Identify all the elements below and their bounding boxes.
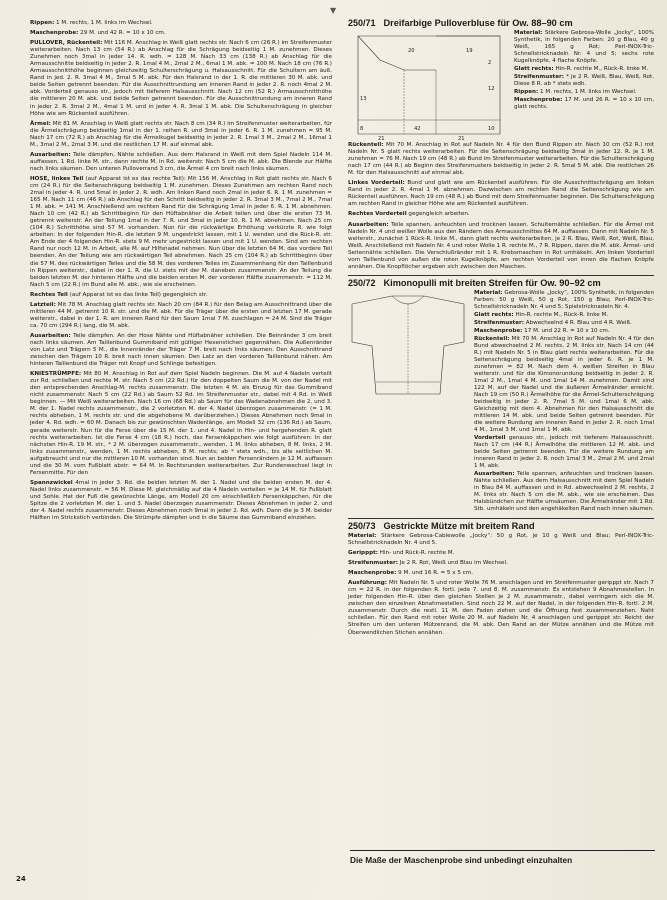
- paragraph-label: Rechtes Teil: [30, 291, 68, 298]
- section-1-top: [348, 30, 654, 142]
- paragraph-text: Mit 80 M. Anschlag in Rot auf dem Spiel Nadeln beginnen. Die M. auf 4 Nadeln verteilt zur Rd. schließen und rechte M. str. Nach 5 cm (22 Rd.) für den doppelten Saum die M. von der Nadel mit den entsprechenden Anschlag-M. rechts zusammenstr. Die letzten 4 M. als Einzug für das Gummiband nicht zusammenstr. Nach 5 cm (22 Rd.) ab Saum 52 Rd. im Streifenmuster str., dabei mit 4 Rd. in Weiß beginnen. — Mit Weiß weiterarbeiten. Nach 16 cm (68 Rd.) ab Saum für das Wadenabnehmen die 2. und 3. M. der 1. Nadel rechts zusammenstr., die 2 vorletzten M. der 4. Nadel überzogen zusammenstr. (= 1 M. rechts abheben, 1 M. rechts str. und die abgehobene M. darüberziehen.) Dieses Abnehmen noch 9mal in jeder 4. Rd. wdh. = 60 M. Danach bis zur gewünschten Wadenlänge, am Modell 32 cm (136 Rd.) ab Saum, gerade weiterstr. Nun für die Ferse über die 15 M. der 1. und 4. Nadel in Hin- und hergehenden R. glatt rechts weiterarbeiten. Ist die Ferse 4 cm (18 R.) hoch, das Fersenkäppchen wie folgt ausführen: In der nächsten Hin-R. 19 M. str., * 2 M. überzogen zusammenstr., wenden, 1 M. links abheben, 8 M. links, 2 M. links zusammenstr., wenden, 1 M. rechts abheben, 8 M. rechts; ab * stets wdh., bis alle seitlichen M. aufgebraucht und nur die mittleren 10 M. vorhanden sind. Nun an beiden Fersenrändern je 12 M. auffassen und die 30 M. vom Fußblatt abstr. = 64 M. In Rechtsrunden weiterarbeiten. Zur Rundenwechsel liegt in Fersenmitte. Für den: [30, 371, 332, 476]
- paragraph-text: gegengleich arbeiten.: [406, 211, 470, 218]
- section-2-top: [348, 290, 654, 514]
- paragraph-text: 9 M. und 16 R. = 5 x 5 cm.: [396, 570, 473, 577]
- paragraph-label: Ausarbeiten:: [474, 470, 515, 477]
- paragraph-text: Je 2 R. Rot, Weiß und Blau im Wechsel.: [398, 560, 508, 567]
- paragraph-text: Stärkere Gebrosa-Cablewolle „Jocky“: 50 g Rot, je 10 g Weiß und Blau; Perl-INOX-Tric-Schnellstricknadeln Nr. 4 und 5.: [348, 532, 654, 546]
- paragraph-label: Maschenprobe:: [514, 97, 563, 104]
- paragraph-label: Ausarbeiten:: [30, 332, 71, 339]
- instruction-paragraph: [514, 97, 654, 111]
- instruction-paragraph: [514, 74, 654, 88]
- instruction-paragraph: [348, 180, 654, 208]
- paragraph-text: Stärkere Gebrosa-Wolle „Jocky“, 100% Synthetik, in folgenden Farben: 20 g Blau, 40 g Weiß, 165 g Rot; Perl-INOX-Tric-Schnellstricknadeln Nr. 4 und 5; sechs rote Kugelknöpfe, 4 flache Knöpfe.: [514, 30, 654, 65]
- instruction-paragraph: [30, 121, 332, 149]
- instruction-paragraph: [30, 176, 332, 289]
- paragraph-text: 17 M. und 26 R. = 10 x 10 cm, glatt rechts.: [514, 97, 654, 111]
- paragraph-label: HOSE, linkes Teil: [30, 175, 84, 182]
- section-title: Dreifarbige Pulloverbluse für Ow. 88–90 cm: [383, 18, 573, 28]
- dim-label: 42: [414, 126, 421, 133]
- instruction-paragraph: [514, 89, 654, 96]
- paragraph-text: Mit Nadeln Nr. 5 und roter Wolle 76 M. anschlagen und im Streifenmuster geripppt str. Nach 7 cm = 22 R. in der folgenden R. fortl. jede 7. und 8. M. zusammenstr. Es entstehen 9 Abnahmestellen. In jeder folgenden Hin-R. über den gleichen Stellen je 2 M. zusammenstr., dabei verringern sich die M. zwischen den einzelnen Abnahmestellen. Sind noch 22 M. auf der Nadel, in der folgenden Hin-R. fortl. 2 M. zusammenstr. Durch die restl. 11 M. den Faden ziehen und die Öffnung fest zusammenziehen. Naht schließen. Für den Rand mit roter Wolle 20 M. auf Nadeln Nr. 4 anschlagen und geripppt str. Reicht der Streifen um den unteren Mützenrand, die M. abk. Den Rand an der Mütze annähen und die Mütze mit Überwendlichen Stichen annähen.: [348, 580, 654, 636]
- instruction-paragraph: [30, 40, 332, 118]
- instruction-paragraph: [348, 222, 654, 271]
- section-number: 250/72: [348, 277, 376, 288]
- paragraph-text: * je 2 R. Weiß, Blau, Weiß, Rot. Diese 8 R. ab * stets wdh.: [514, 74, 654, 88]
- divider: [348, 518, 654, 519]
- paragraph-label: Maschenprobe:: [30, 30, 79, 37]
- instruction-paragraph: [30, 302, 332, 330]
- instruction-paragraph: [348, 533, 654, 547]
- paragraph-text: (auf Apparat ist es das rechte Teil): Mit 156 M. Anschlag in Rot glatt rechts str. Nach 6 cm (24 R.) für die Seitenschrägung beidseitig 1 M. zunehmen. Dieses Zunehmen am rechten Rand noch 2mal in jeder 4. R. und 5mal in jeder 2. R. wdh. Am linken Rand noch 2mal in jeder 6. R. 1 M. zunehmen = 165 M. Nach 11 cm (46 R.) ab Anschlag für den Schritt beidseitig in jeder 2. R. 3mal 3 M., 7mal 2 M., 7mal 1 M. abk. = 141 M. Anschließend am rechten Rand für die Schrägung 1mal in jeder 6. R. 1 M. abnehmen. Nach 10 cm (42 R.) ab Schrittbeginn für den Hüftabnäher die Arbeit teilen und über die ersten 73 M. getrennt weiterstr. An der Teilung 1mal in der 7. R. und 3mal in jeder 10. R. 1 M. abnehmen. Nach 25 cm (104 R.) Schritthöhe sind 57 M. vorhanden. Nun für die rückwärtige Erhöhung verkürzte R. wie folgt arbeiten: In der folgenden Hin-R. die letzten 9 M. ungestrickt lassen, mit 1 U. wenden und die Rück-R. str. Am Ende der 4 folgenden Hin-R. stets 9 M. mehr ungestrickt lassen und mit 1 U. wenden. Sind am rechten Rand nur noch 12 M. in Arbeit, alle M. auf Hilfsnadel nehmen. Nun über die letzten 64 M. das vordere Teil beenden. An der Teilung wie am rückwärtigen Teil abnehmen. Nach 25 cm (104 R.) ab Schrittbeginn über die 57 M. des rückwärtigen Teiles und die 58 M. des vorderen Teiles im Zusammenhang für den Taillenbund in Rippen weiterstr., dabei in der 1. R. die U. stets mit der M. daneben zusammenstr. An der Teilung die beiden letzten M. der hinteren Hälfte und die beiden ersten M. der vorderen Hälfte zusammenstr. = 112 M. Nach 5 cm (22 R.) im Bund alle M. abk., wie sie erscheinen.: [30, 175, 332, 288]
- paragraph-label: Vorderteil: [474, 434, 506, 441]
- paragraph-text: Mit 116 M. Anschlag in Weiß glatt rechts str. Nach 6 cm (26 R.) im Streifenmuster weiterarbeiten. Nach 13 cm (54 R.) ab Anschlag für die Schrägung beidseitig 1 M. zunehmen. Dieses Zunehmen noch 3mal in jeder 14. R. wdh. = 128 M. Nach 33 cm (138 R.) ab Anschlag für die Armausschnitte beidseitig in jeder 2. R. 1mal 4 M., 2mal 2 M., 6mal 1 M. abk. = 100 M. Nach 18 cm (76 R.) Armausschnitthöhe beginnen gleichzeitig Schulterschrägung u. Halsausschnitt. Für die Schultern am äuß. Rand in jed. 2. R. 3mal 4 M., 3mal 5 M. abk. Für den Halsrand in der 1. R. die mittleren 30 M. abk. und beide Seiten getrennt beenden. Für die Ausschnittrundung am inneren Rand in jeder 2. R. noch 4mal 2 M. abk. Vorderteil genauso str., jedoch mit tieferem Halsausschnitt. Nach 12 cm (52 R.) Armausschnitthöhe die mittleren 20 M. abk. und beide Seiten getrennt beenden. Für die Ausschnittrundung am inneren Rand in jeder 2. R. 3mal 2 M., 4mal 1 M. und in jeder 4. R. 3mal 1 M. abk. Die Schulterschrägung in gleicher Höhe wie am Rückenteil ausführen.: [30, 40, 332, 117]
- gauge-warning-footer: Die Maße der Maschenprobe sind unbedingt einzuhalten: [350, 850, 655, 865]
- paragraph-text: Mit 81 M. Anschlag in Weiß glatt rechts str. Nach 8 cm (34 R.) im Streifenmuster weiterarbeiten, für die Ärmelschrägung beidseitig 1mal in der 1. reihen R. und 3mal in jeder 6. R. 1 M. zunehmen = 95 M. Nach 17 cm (72 R.) ab Anschlag für die Ärmelkugel beidseitig in jeder 2. R. 1mal 3 M., 2mal 2 M., 16mal 1 M., 3mal 2 M., 2mal 3 M. und die restlichen 17 M. auf einmal abk.: [30, 120, 332, 148]
- instruction-paragraph: [30, 20, 332, 27]
- paragraph-label: Linkes Vorderteil:: [348, 180, 405, 187]
- section-1-body: [348, 142, 654, 271]
- paragraph-text: 1 M. rechts, 1 M. links im Wechsel.: [54, 20, 153, 26]
- paragraph-text: Hin-R. rechte M., Rück-R. linke M.: [553, 66, 649, 73]
- pattern-diagram-kimono: [348, 290, 468, 514]
- paragraph-label: Rückenteil:: [348, 142, 384, 149]
- instruction-paragraph: [474, 312, 654, 319]
- instruction-paragraph: [30, 371, 332, 477]
- paragraph-label: Material:: [474, 289, 503, 296]
- instruction-paragraph: [348, 142, 654, 177]
- paragraph-label: Ausarbeiten:: [30, 151, 71, 158]
- instruction-paragraph: [30, 480, 332, 522]
- instruction-paragraph: [30, 292, 332, 299]
- paragraph-text: Hin- und Rück-R. rechte M.: [378, 550, 455, 557]
- instruction-paragraph: [474, 435, 654, 470]
- paragraph-label: Rippen:: [30, 20, 55, 26]
- paragraph-text: Mit 70 M. Anschlag in Rot auf Nadeln Nr. 4 für den Bund abwechselnd 2 M. rechts, 2 M. links str. Nach 14 cm (44 R.) mit Nadeln Nr. 5 in Blau glatt rechts weiterarbeiten. Für die Seitenschrägung beidseitig 4mal in jeder 6. R. je 1 M. zunehmen = 82 M. Nach dem 4. weißen Streifen in Blau weiterstr. und für die Kimonorundung beidseitig in jeder 2. R. 1mal 2 M., 1mal 4 M. und 1mal 14 M. zunehmen. Damit sind 122 M. auf der Nadel und die äußeren Ärmelränder erreicht. Nach 19 cm (50 R.) Ärmelhöhe für die Ärmel-Schulterschrägung beidseitig in jeder 2. R. 7mal 5 M. und 1mal 6 M. abk. Gleichzeitig mit dem 4. Abnehmen für den Halsausschnitt die mittleren 14 M. abk. und beide Seiten getrennt beenden. Für die weitere Rundung am inneren Rand in jeder 2. R. noch 1mal 4 M., 1mal 3 M. und 1mal 1 M. abk.: [474, 335, 654, 433]
- section-3-body: [348, 533, 654, 637]
- instruction-paragraph: [348, 550, 654, 557]
- paragraph-label: Streifenmuster:: [474, 319, 524, 326]
- instruction-paragraph: [474, 320, 654, 327]
- paragraph-text: Abwechselnd 4 R. Blau und 4 R. Weiß.: [524, 319, 632, 326]
- paragraph-label: Glatt rechts:: [474, 311, 514, 318]
- paragraph-label: Material:: [348, 532, 377, 539]
- paragraph-text: 29 M. und 42 R. = 10 x 10 cm.: [78, 30, 166, 37]
- instruction-paragraph: [348, 570, 654, 577]
- paragraph-label: Streifenmuster:: [348, 560, 398, 567]
- instruction-paragraph: [30, 152, 332, 173]
- instruction-paragraph: [348, 560, 654, 567]
- paragraph-text: Gebrosa-Wolle „Jocky“, 100% Synthetik, in folgenden Farben: 50 g Weiß, 50 g Rot, 150 g Blau; Perl-INOX-Tric-Schnellstricknadeln Nr. 4 und 5; Spielstricknadeln Nr. 4.: [474, 289, 654, 310]
- paragraph-label: Rechtes Vorderteil: [348, 211, 407, 218]
- paragraph-label: Glatt rechts:: [514, 66, 554, 73]
- paragraph-label: Ausführung:: [348, 580, 388, 587]
- right-column: [348, 20, 654, 640]
- section-heading-250-71: [348, 20, 654, 27]
- paragraph-text: Bund und glatt wie am Rückenteil ausführen. Für die Ausschnittschrägung am linken Rand in jeder 2. R. 4mal 1 M. abnehmen. Dazwischen am rechten Rand die Seitenschrägung wie am Rückenteil ausführen. Nach 19 cm (48 R.) ab Bund mit dem Streifenmuster beginnen. Die Schulterschrägung am rechten Rand in gleicher Höhe wie am Rückenteil ausführen.: [348, 180, 654, 208]
- paragraph-label: Ärmel:: [30, 120, 51, 127]
- paragraph-text: Teile spannen, anfeuchten und trocknen lassen. Schulternähte schließen. Für die Ärmel mit Nadeln Nr. 4 und weißer Wolle aus den Rändern des Armausschnittes 64 M. auffassen. Dann mit Nadeln Nr. 5 weiterstr., zunächst 1 Rück-R. linke M., dann glatt rechts weiterarbeiten, je 2 R. Blau, Weiß, Rot, Weiß, Blau, Weiß. Anschließend mit Nadeln Nr. 4 und roter Wolle 1 R. rechte M., 7 R. Rippen, dann die M. abk. Ärmel- und Seitennähte schließen. Die Verschlußränder mit 1 R. Krebsmaschen in Rot umhäkeln. Am linken Vorderteil vom Taillenbund von außen die roten Kugelknöpfe, am rechten Vorderteil von innen die flachen Knöpfe annähen. Die Knopflöcher ergeben sich zwischen den Maschen.: [348, 221, 654, 270]
- instruction-paragraph: [30, 30, 332, 37]
- paragraph-text: Teile dämpfen, Nähte schließen. Aus dem Halsrand in Weiß mit dem Spiel Nadeln 114 M. auffassen, 1 Rd. linke M. str., dann rechte M. in Rd. weiterstr. Nach 5 cm die M. abk. Die Blende zur Hälfte nach links säumen. Den unteren Pulloverrand 3 cm, die Ärmel 4 cm breit nach links säumen.: [30, 151, 332, 172]
- dim-label: 20: [408, 48, 415, 55]
- paragraph-text: 1 M. rechts, 1 M. links im Wechsel.: [538, 89, 637, 96]
- paragraph-text: 17 M. und 22 R. = 10 x 10 cm.: [522, 327, 610, 334]
- paragraph-text: 4mal in jeder 3. Rd. die beiden letzten M. der 1. Nadel und die beiden ersten M. der 4. Nadel links zusammenstr. = 56 M. Diese M. gleichmäßig auf die 4 Nadeln verteilen = je 14 M. für Fußblatt und Sohle. Hat der Fuß die gewünschte Länge, am Modell 20 cm einschließlich Fersenkäppchen, für die Spitze die 2 vorletzten M. der 1. und 3. Nadel überzogen zusammenstr. Dieses Abnehmen in jeder 2. und der 4. Nadel rechts zusammenstr. Dieses Abnehmen noch 9mal in jeder 2. Rd. wdh. Dann die je 3 M. beider Hälften im Strickstich verbinden. Die Strümpfe dämpfen und in die Säume das Gummiband einziehen.: [30, 479, 332, 522]
- paragraph-text: Teile dämpfen. An der Hose Nähte und Hüftabnäher schließen. Die Beinränder 3 cm breit nach links säumen. Am Taillenbund Gummiband mit gültiger Hexenstichen gegennähen. Die Außenränder von Latz und Trägern 5 M., die Innenränder der Träger 7 M. breit nach links säumen. Den Ausschnittrand zwischen den Trägern 10 R. breit nach innen säumen. Den Latz an den vorderen Taillenbund nähen. Am hinteren Taillenbund die Träger mit Knopf und Schlinge befestigen.: [30, 332, 332, 368]
- instruction-paragraph: [30, 333, 332, 368]
- section-heading-250-73: [348, 520, 654, 531]
- dim-label: 13: [360, 96, 367, 103]
- dim-label: 21: [458, 136, 465, 143]
- section-title: Gestrickte Mütze mit breitem Rand: [383, 520, 535, 531]
- paragraph-label: Material:: [514, 30, 543, 37]
- instruction-paragraph: [514, 66, 654, 73]
- dim-label: 12: [488, 86, 495, 93]
- instruction-paragraph: [474, 336, 654, 434]
- instruction-paragraph: [348, 580, 654, 636]
- section-1-specs: [514, 30, 654, 142]
- dim-label: 19: [466, 48, 473, 55]
- paragraph-text: genauso str., jedoch mit tieferem Halsausschnitt. Nach 17 cm (44 R.) Ärmelhöhe die mittleren 12 M. abk. und beide Seiten getrennt beenden. Für die weitere Rundung am inneren Rand in jeder 2. R. noch 1mal 3 M., 2mal 2 M. und 2mal 1 M. abk.: [474, 434, 654, 469]
- paragraph-label: Ausarbeiten:: [348, 221, 389, 228]
- section-title: Kimonopulli mit breiten Streifen für Ow. 90–92 cm: [383, 277, 601, 288]
- instruction-paragraph: [348, 211, 654, 218]
- paragraph-text: Mit 70 M. Anschlag in Rot auf Nadeln Nr. 4 für den Bund Rippen str. Nach 10 cm (52 R.) mit Nadeln Nr. 5 glatt rechts weiterarbeiten. Für die Seitenschrägung beidseitig 3mal in jeder 12. R. je 1 M. zunehmen = 76 M. Nach 19 cm (48 R.) ab Bund im Streifenmuster weiterarbeiten. Für die Schulterschrägung nach 17 cm (44 R.) ab Beginn des Streifenmusters beidseitig in jeder 2. R. 5mal 5 M. abk. Die restlichen 26 M. für den Halsausschnitt auf einmal abk.: [348, 142, 655, 177]
- paragraph-label: Streifenmuster:: [514, 74, 564, 81]
- paragraph-label: Latzteil:: [30, 301, 56, 308]
- section-2-specs: [474, 290, 654, 514]
- paragraph-text: Hin-R. rechte M., Rück-R. linke M.: [513, 311, 609, 318]
- divider: [348, 275, 654, 276]
- instruction-paragraph: [514, 30, 654, 65]
- paragraph-label: PULLOVER, Rückenteil:: [30, 40, 103, 47]
- instruction-paragraph: [474, 471, 654, 513]
- dim-label: 10: [488, 126, 495, 133]
- section-number: 250/73: [348, 520, 376, 531]
- paragraph-label: Geripppt:: [348, 550, 378, 557]
- section-heading-250-72: [348, 277, 654, 288]
- dim-label: 2: [488, 60, 492, 67]
- paragraph-text: (auf Apparat ist es das linke Teil) gegengleich str.: [67, 291, 208, 298]
- left-column: [30, 20, 332, 525]
- paragraph-label: Maschenprobe:: [474, 327, 523, 334]
- paragraph-label: KNIESTRÜMPFE:: [30, 371, 82, 378]
- dim-label: 8: [360, 126, 364, 133]
- paragraph-label: Rippen:: [514, 89, 539, 96]
- paragraph-text: Teile spannen, anfeuchten und trocknen lassen. Nähte schließen. Aus dem Halsausschnitt mit dem Spiel Nadeln in Blau 84 M. auffassen und in Rd. abwechselnd 2 M. rechts, 2 M. links str. Nach 5 cm die M. abk., wie sie erscheinen. Das Halsbündchen zur Hälfte umsäumen. Die Ärmelränder mit 1 Rd. Stb. umhäkeln und den angehäkelten Rand nach innen säumen.: [474, 470, 654, 512]
- instruction-paragraph: [474, 328, 654, 335]
- paragraph-label: Spannzwickel: [30, 479, 73, 486]
- page-number: 24: [16, 875, 26, 883]
- corner-mark: ▼: [330, 6, 337, 15]
- section-number: 250/71: [348, 18, 376, 28]
- paragraph-text: Mit 78 M. Anschlag glatt rechts str. Nach 20 cm (84 R.) für den Belag am Ausschnittrand über die mittleren 44 M. getrennt 10 R. str. und die M. abk. Für die Träger über die ersten und letzten 17 M. gerade weiterstr., dabei in der 1. R. am inneren Rand für den Saum 1mal 7 M. zuschlagen = 24 M. Sind die Träger ca. 70 cm (294 R.) lang, die M. abk.: [30, 301, 332, 329]
- paragraph-label: Maschenprobe:: [348, 570, 397, 577]
- pattern-diagram-pullover: [348, 30, 508, 142]
- dim-label: 21: [378, 136, 385, 143]
- instruction-paragraph: [474, 290, 654, 311]
- paragraph-label: Rückenteil:: [474, 335, 510, 342]
